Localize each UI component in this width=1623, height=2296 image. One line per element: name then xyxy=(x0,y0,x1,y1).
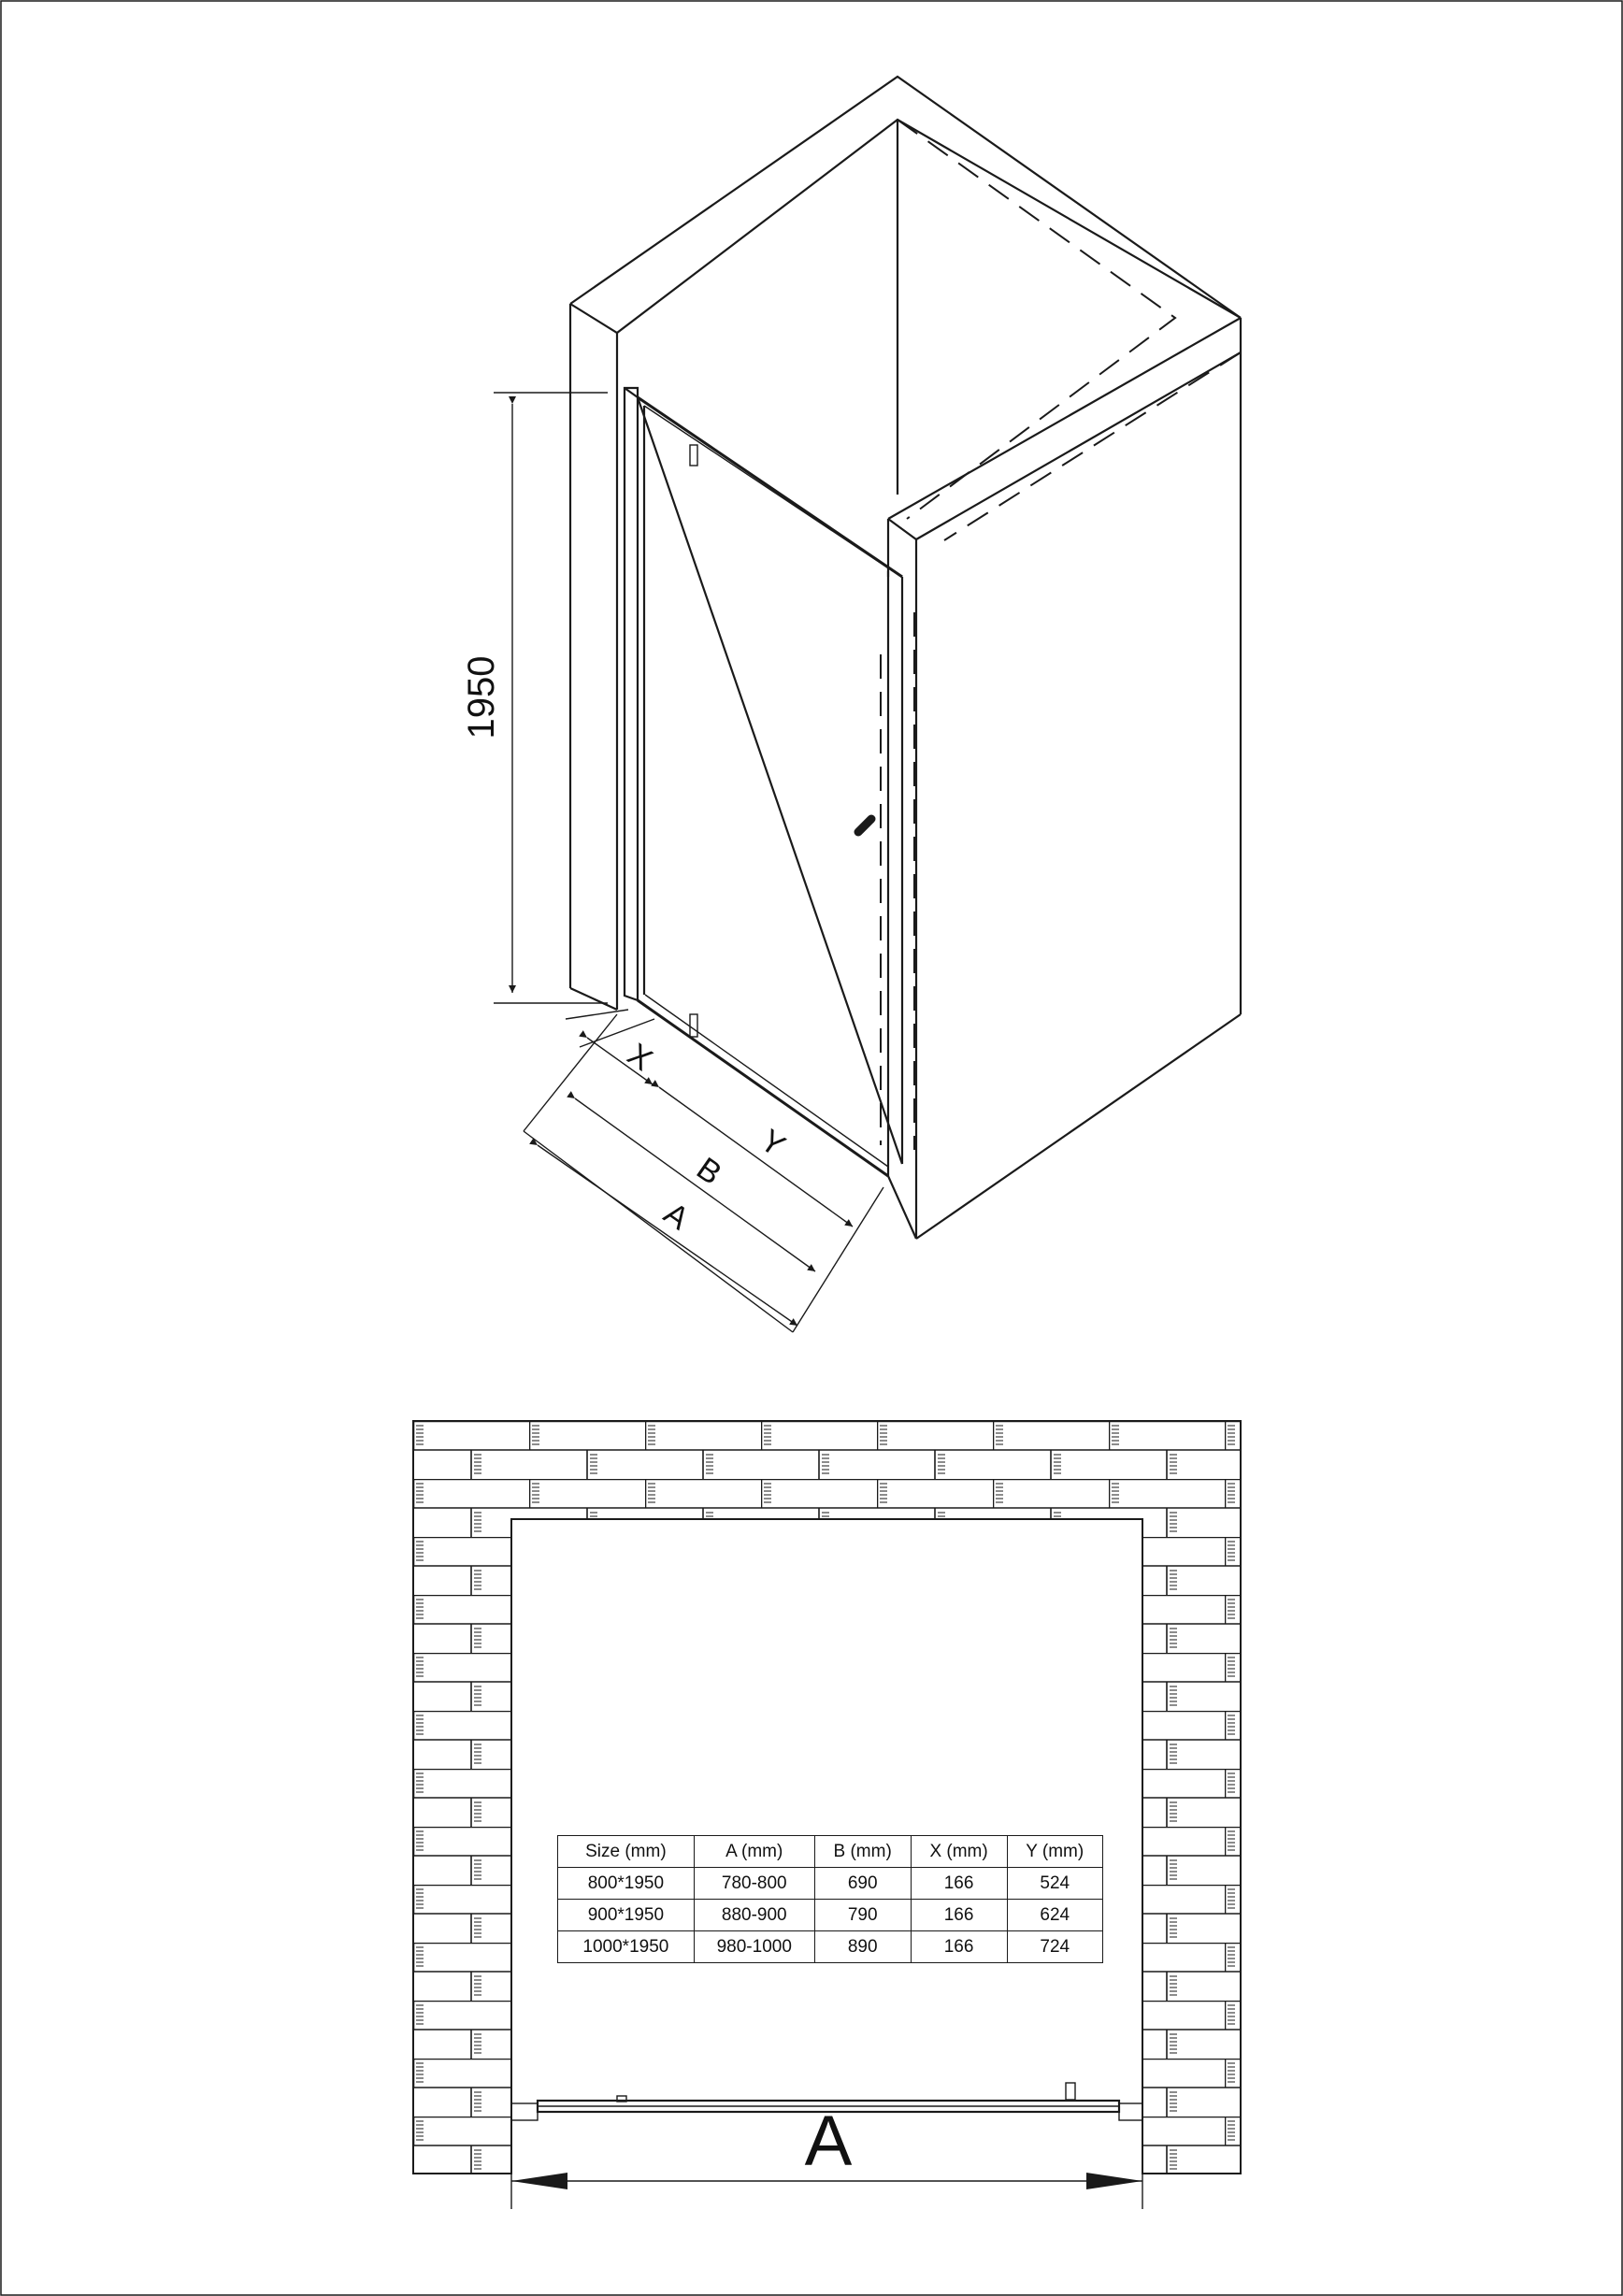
table-cell: 900*1950 xyxy=(558,1900,695,1931)
isometric-view xyxy=(461,77,1241,1332)
table-header: A (mm) xyxy=(694,1836,814,1868)
table-cell: 690 xyxy=(814,1868,911,1900)
table-cell: 724 xyxy=(1007,1931,1102,1963)
table-cell: 800*1950 xyxy=(558,1868,695,1900)
table-header-row xyxy=(558,1836,1103,1868)
right-wall xyxy=(888,318,1241,1239)
table-cell: 624 xyxy=(1007,1900,1102,1931)
table-cell: 780-800 xyxy=(694,1868,814,1900)
plan-width-dimension xyxy=(511,2102,1142,2209)
b-label: B xyxy=(690,1150,728,1193)
door-frame xyxy=(625,388,914,1176)
table-row xyxy=(558,1900,1103,1931)
table-cell: 166 xyxy=(911,1931,1007,1963)
plan-width-label: A xyxy=(804,2102,853,2181)
table-cell: 790 xyxy=(814,1900,911,1931)
table-cell: 1000*1950 xyxy=(558,1931,695,1963)
height-label: 1950 xyxy=(461,655,502,739)
x-label: X xyxy=(621,1036,659,1079)
table-cell: 166 xyxy=(911,1900,1007,1931)
door-handle-icon xyxy=(858,819,871,832)
table-row xyxy=(558,1931,1103,1963)
table-header: Size (mm) xyxy=(558,1836,695,1868)
brick-wall xyxy=(413,1421,1241,2174)
height-dimension xyxy=(461,393,608,1003)
table-header: X (mm) xyxy=(911,1836,1007,1868)
left-wall xyxy=(570,77,1241,1010)
size-table xyxy=(557,1835,1103,1963)
table-row xyxy=(558,1868,1103,1900)
table-header: Y (mm) xyxy=(1007,1836,1102,1868)
plan-view xyxy=(413,1421,1241,2209)
y-label: Y xyxy=(754,1122,792,1165)
table-cell: 980-1000 xyxy=(694,1931,814,1963)
base-dimensions xyxy=(524,1010,883,1332)
table-header: B (mm) xyxy=(814,1836,911,1868)
table-cell: 880-900 xyxy=(694,1900,814,1931)
table-cell: 166 xyxy=(911,1868,1007,1900)
table-cell: 890 xyxy=(814,1931,911,1963)
a-label: A xyxy=(657,1195,696,1238)
table-cell: 524 xyxy=(1007,1868,1102,1900)
